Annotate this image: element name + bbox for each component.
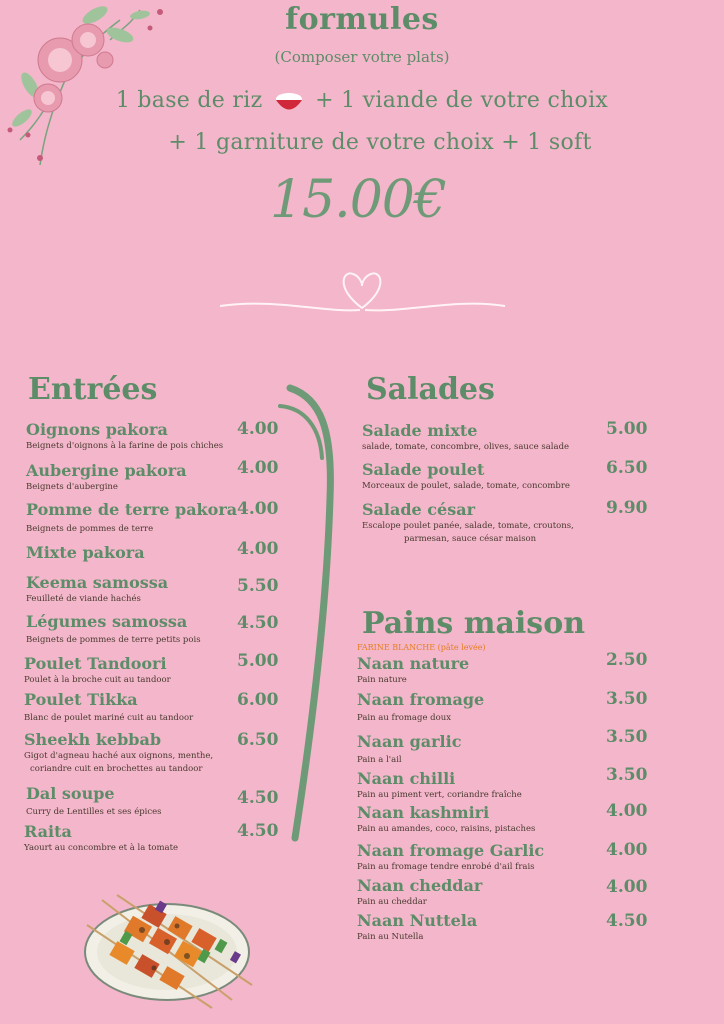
item-desc: Beignets de pommes de terre <box>26 524 154 534</box>
item-name: Pomme de terre pakora <box>26 500 238 519</box>
formules-subtitle: (Composer votre plats) <box>274 48 450 66</box>
item-name: Naan kashmiri <box>357 803 490 822</box>
item-price: 3.50 <box>606 765 648 785</box>
pain-item <box>357 690 484 724</box>
item-desc: Curry de Lentilles et ses épices <box>26 807 162 817</box>
pain-item <box>357 876 482 908</box>
item-desc-cont: parmesan, sauce césar maison <box>404 534 537 544</box>
item-name: Mixte pakora <box>26 543 145 562</box>
item-price: 6.00 <box>237 690 279 710</box>
item-desc: Pain au cheddar <box>357 897 427 907</box>
pain-item <box>357 841 544 873</box>
item-price: 5.00 <box>237 651 279 671</box>
entree-item <box>24 690 193 724</box>
item-desc: Pain a l'ail <box>357 755 402 765</box>
item-price: 4.00 <box>606 877 648 897</box>
item-name: Dal soupe <box>26 784 115 803</box>
formula-meat: + 1 viande de votre choix <box>315 88 609 113</box>
item-price: 3.50 <box>606 727 648 747</box>
pain-item <box>357 803 535 835</box>
item-desc: salade, tomate, concombre, olives, sauce salade <box>362 442 570 452</box>
item-name: Salade césar <box>362 500 476 519</box>
item-desc: Blanc de poulet mariné cuit au tandoor <box>24 713 194 723</box>
entree-item <box>24 822 178 854</box>
item-name: Naan chilli <box>357 769 456 788</box>
item-desc-cont: coriandre cuit en brochettes au tandoor <box>30 764 203 774</box>
swoosh-divider <box>275 378 345 848</box>
rice-bowl-icon <box>274 89 304 113</box>
pain-item <box>357 654 469 686</box>
item-price: 4.00 <box>606 801 648 821</box>
item-price: 2.50 <box>606 650 648 670</box>
item-price: 4.50 <box>606 911 648 931</box>
item-price: 4.00 <box>237 539 279 559</box>
salade-item <box>362 421 569 453</box>
salades-title: Salades <box>366 372 495 407</box>
item-price: 4.00 <box>237 419 279 439</box>
item-price: 9.90 <box>606 498 648 518</box>
item-desc: Escalope poulet panée, salade, tomate, croutons, <box>362 521 574 531</box>
item-name: Sheekh kebbab <box>24 730 162 749</box>
item-name: Salade poulet <box>362 460 485 479</box>
item-desc: Yaourt au concombre et à la tomate <box>24 843 179 853</box>
heart-divider <box>215 268 510 328</box>
entree-item <box>24 654 171 686</box>
item-name: Salade mixte <box>362 421 478 440</box>
formula-rice: 1 base de riz <box>115 88 263 113</box>
entree-item <box>26 612 201 646</box>
item-desc: Gigot d'agneau haché aux oignons, menthe, <box>24 751 214 761</box>
item-desc: Poulet à la broche cuit au tandoor <box>24 675 171 685</box>
item-name: Poulet Tandoori <box>24 654 167 673</box>
item-name: Oignons pakora <box>26 420 168 439</box>
item-desc: Pain nature <box>357 675 407 685</box>
salade-item <box>362 500 574 545</box>
item-price: 4.00 <box>237 499 279 519</box>
item-price: 6.50 <box>606 458 648 478</box>
item-name: Naan nature <box>357 654 470 673</box>
item-desc: Pain au Nutella <box>357 932 424 942</box>
item-desc: Beignets de pommes de terre petits pois <box>26 635 201 645</box>
item-name: Naan cheddar <box>357 876 483 895</box>
item-price: 4.00 <box>237 458 279 478</box>
kebab-plate-illustration <box>82 890 262 1010</box>
item-desc: Pain au fromage doux <box>357 713 451 723</box>
item-price: 6.50 <box>237 730 279 750</box>
entree-item <box>26 784 162 818</box>
item-name: Keema samossa <box>26 573 169 592</box>
item-name: Aubergine pakora <box>26 461 187 480</box>
item-desc: Beignets d'aubergine <box>26 482 118 492</box>
entree-item <box>24 730 213 775</box>
item-name: Poulet Tikka <box>24 690 138 709</box>
formula-line-2: + 1 garniture de votre choix + 1 soft <box>168 130 592 155</box>
item-name: Naan fromage Garlic <box>357 841 545 860</box>
formule-price: 15.00€ <box>270 170 446 230</box>
formula-line-1 <box>0 88 724 113</box>
item-price: 4.50 <box>237 788 279 808</box>
item-price: 5.00 <box>606 419 648 439</box>
pains-note: FARINE BLANCHE (pâte levée) <box>357 643 486 652</box>
entrees-title: Entrées <box>28 372 158 407</box>
item-price: 4.50 <box>237 613 279 633</box>
item-desc: Morceaux de poulet, salade, tomate, concombre <box>362 481 570 491</box>
item-name: Naan Nuttela <box>357 911 478 930</box>
salade-item <box>362 460 570 492</box>
item-name: Naan garlic <box>357 732 462 751</box>
pain-item <box>357 911 477 943</box>
entree-item <box>26 573 168 605</box>
pain-item <box>357 732 461 766</box>
item-price: 3.50 <box>606 689 648 709</box>
item-desc: Pain au fromage tendre enrobé d'ail frais <box>357 862 535 872</box>
item-desc: Feuilleté de viande hachés <box>26 594 141 604</box>
formules-title: formules <box>285 2 439 37</box>
item-price: 4.50 <box>237 821 279 841</box>
item-name: Naan fromage <box>357 690 485 709</box>
pain-item <box>357 769 522 801</box>
entree-item <box>26 500 237 535</box>
entree-item <box>26 461 187 493</box>
item-desc: Pain au amandes, coco, raisins, pistaches <box>357 824 536 834</box>
pains-title: Pains maison <box>362 606 586 641</box>
item-name: Légumes samossa <box>26 612 188 631</box>
item-name: Raita <box>24 822 72 841</box>
entree-item <box>26 543 145 562</box>
item-desc: Pain au piment vert, coriandre fraîche <box>357 790 522 800</box>
item-desc: Beignets d'oignons à la farine de pois chiches <box>26 441 224 451</box>
item-price: 4.00 <box>606 840 648 860</box>
item-price: 5.50 <box>237 576 279 596</box>
entree-item <box>26 420 223 452</box>
